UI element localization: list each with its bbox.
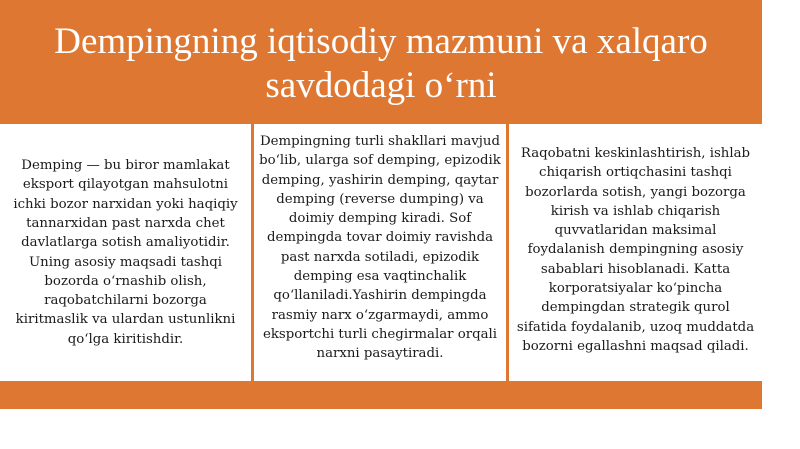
column-definition bbox=[0, 124, 251, 381]
slide-title bbox=[0, 20, 762, 108]
column-reasons bbox=[509, 124, 762, 381]
column-definition-text: Demping — bu biror mamlakat eksport qilayotgan mahsulotni ichki bozor narxidan yoki haqiqiy tannarxidan past narxda chet davlatlarga sotish amaliyotidir. Uning asosiy maqsadi tashqi bozorda o‘rnashib olish, raqobatchilarni bozorga kiritmaslik va ulardan ustunlikni qo‘lga kiritishdir. bbox=[13, 158, 238, 347]
column-forms-text: Dempingning turli shakllari mavjud bo‘lib, ularga sof demping, epizodik demping, yashirin demping, qaytar demping (reverse dumping) va doimiy demping kiradi. Sof dempingda tovar doimiy ravishda past narxda sotiladi, epizodik demping esa vaqtinchalik qo‘llaniladi.Yashirin dempingda rasmiy narx o‘zgarmaydi, ammo eksportchi turli chegirmalar orqali narxni pasaytiradi. bbox=[259, 134, 501, 362]
column-reasons-text: Raqobatni keskinlashtirish, ishlab chiqarish ortiqchasini tashqi bozorlarda sotish, yangi bozorga kirish va ishlab chiqarish quvvatlaridan maksimal foydalanish dempingning asosiy sabablari hisoblanadi. Katta korporatsiyalar ko‘pincha dempingdan strategik qurol sifatida foydalanib, uzoq muddatda bozorni egallashni maqsad qiladi. bbox=[516, 146, 755, 354]
column-forms bbox=[254, 124, 506, 381]
slide-title-line-2: savdodagi o‘rni bbox=[265, 65, 497, 106]
content-columns bbox=[0, 124, 762, 381]
slide-title-line-1: Dempingning iqtisodiy mazmuni va xalqaro bbox=[54, 21, 708, 62]
